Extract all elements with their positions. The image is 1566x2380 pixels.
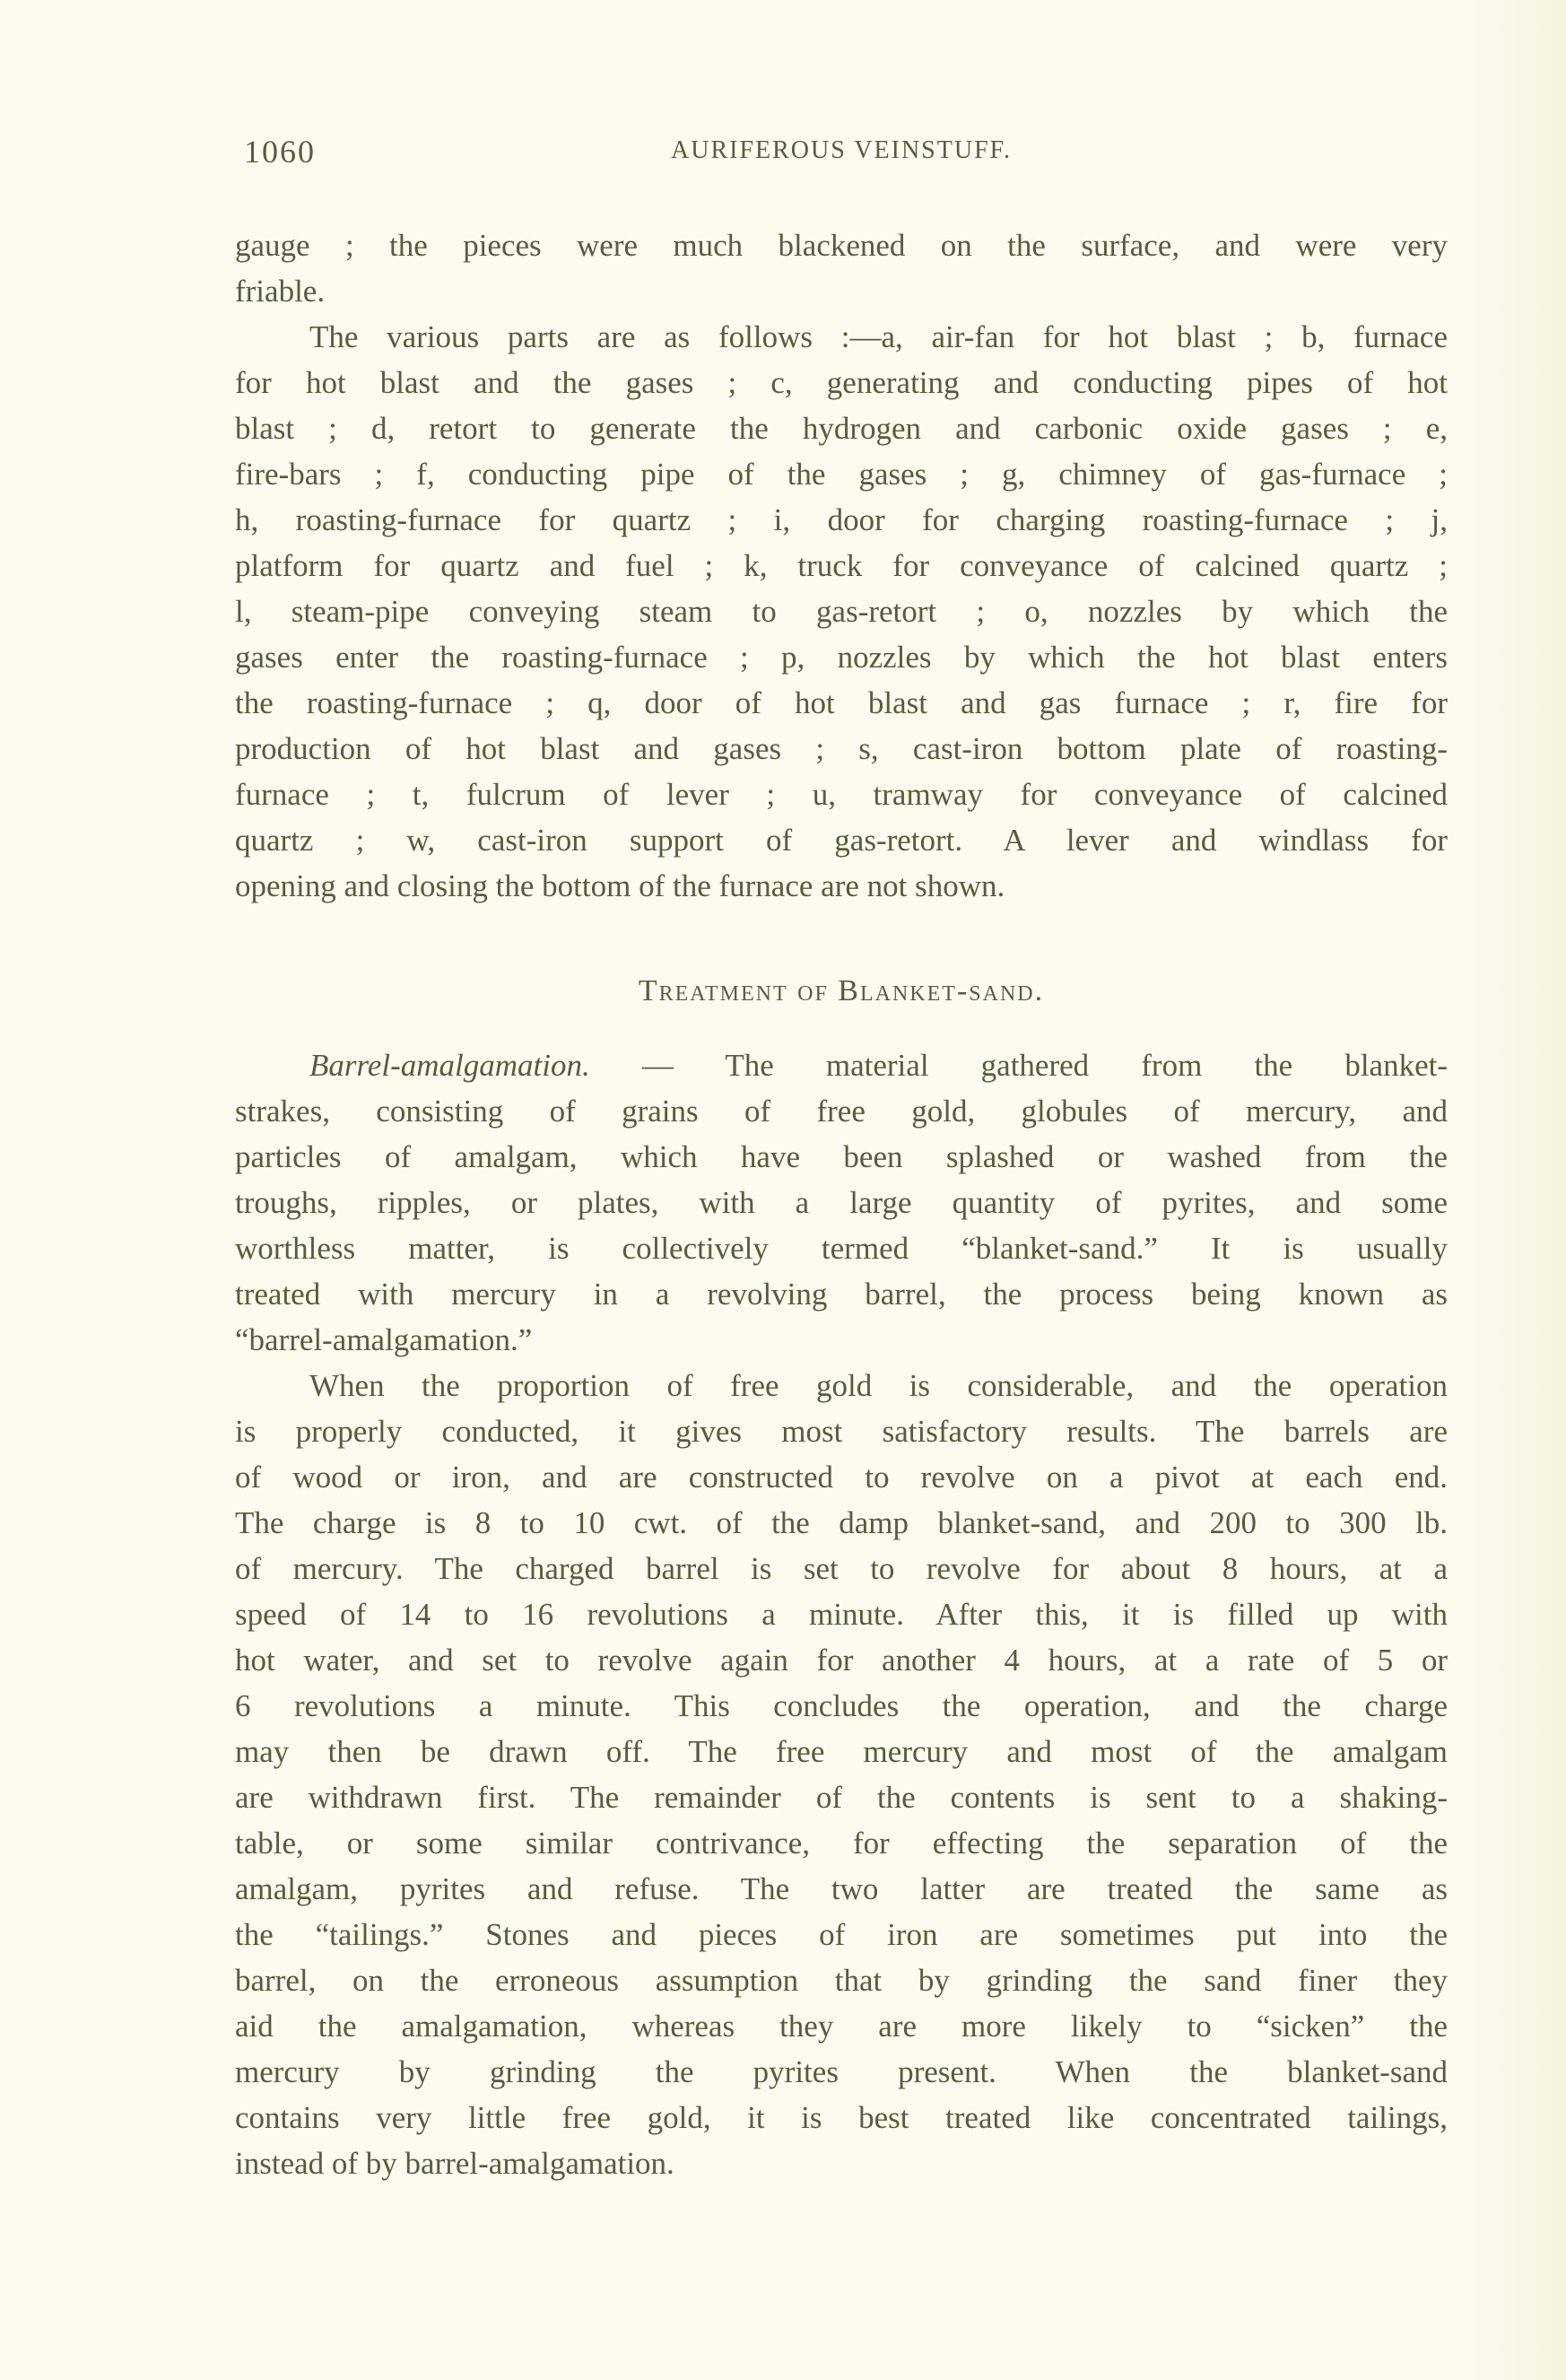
- page-number: 1060: [244, 134, 316, 170]
- text-line: barrel, on the erroneous assumption that by grinding the sand finer they: [235, 1963, 1448, 1998]
- text-line: The various parts are as follows :—a, air-fan for hot blast ; b, furnace: [309, 319, 1448, 354]
- running-title: AURIFEROUS VEINSTUFF.: [671, 136, 1012, 164]
- section-heading: Treatment of Blanket-sand.: [638, 974, 1045, 1007]
- text-line: troughs, ripples, or plates, with a large quantity of pyrites, and some: [235, 1185, 1448, 1220]
- text-line: mercury by grinding the pyrites present. When the blanket-sand: [235, 2054, 1448, 2089]
- text-line: l, steam-pipe conveying steam to gas-retort ; o, nozzles by which the: [235, 594, 1448, 629]
- text-line: are withdrawn first. The remainder of the contents is sent to a shaking-: [235, 1780, 1448, 1815]
- text-line: of wood or iron, and are constructed to revolve on a pivot at each end.: [235, 1460, 1448, 1495]
- text-line: hot water, and set to revolve again for another 4 hours, at a rate of 5 or: [235, 1643, 1448, 1678]
- text-line: When the proportion of free gold is considerable, and the operation: [309, 1368, 1448, 1403]
- text-line: treated with mercury in a revolving barrel, the process being known as: [235, 1277, 1448, 1312]
- text-line: friable.: [235, 274, 326, 309]
- text-line: for hot blast and the gases ; c, generating and conducting pipes of hot: [235, 365, 1448, 400]
- text-line: gauge ; the pieces were much blackened on the surface, and were very: [235, 228, 1448, 263]
- text-line: h, roasting-furnace for quartz ; i, door for charging roasting-furnace ; j,: [235, 502, 1448, 537]
- paragraph-continued: [235, 222, 1448, 314]
- text-line: speed of 14 to 16 revolutions a minute. After this, it is filled up with: [235, 1597, 1448, 1632]
- text-line: table, or some similar contrivance, for effecting the separation of the: [235, 1826, 1448, 1861]
- text-line: is properly conducted, it gives most satisfactory results. The barrels are: [235, 1414, 1448, 1449]
- text-line: furnace ; t, fulcrum of lever ; u, tramway for conveyance of calcined: [235, 777, 1448, 812]
- text-line: quartz ; w, cast-iron support of gas-retort. A lever and windlass for: [235, 823, 1448, 858]
- text-line: opening and closing the bottom of the furnace are not shown.: [235, 868, 1005, 903]
- text-line: platform for quartz and fuel ; k, truck for conveyance of calcined quartz ;: [235, 548, 1448, 583]
- text-line: of mercury. The charged barrel is set to revolve for about 8 hours, at a: [235, 1551, 1448, 1586]
- page-edge-shading: [1458, 0, 1566, 2380]
- text-line: “barrel-amalgamation.”: [235, 1322, 533, 1357]
- text-line: 6 revolutions a minute. This concludes the operation, and the charge: [235, 1688, 1448, 1723]
- paragraph-barrel-amalgamation: [235, 1042, 1448, 1363]
- text-line-first: [235, 1042, 1448, 1088]
- text-line: strakes, consisting of grains of free gold, globules of mercury, and: [235, 1094, 1448, 1129]
- text-line: aid the amalgamation, whereas they are more likely to “sicken” the: [235, 2009, 1448, 2044]
- first-line-text: — The material gathered from the blanket-: [589, 1048, 1448, 1083]
- text-line: the “tailings.” Stones and pieces of iron are sometimes put into the: [235, 1917, 1448, 1952]
- text-line: contains very little free gold, it is best treated like concentrated tailings,: [235, 2100, 1448, 2135]
- text-line: amalgam, pyrites and refuse. The two latter are treated the same as: [235, 1871, 1448, 1906]
- paragraph-legend: [235, 314, 1448, 909]
- text-line: the roasting-furnace ; q, door of hot blast and gas furnace ; r, fire for: [235, 685, 1448, 720]
- text-line: blast ; d, retort to generate the hydrogen and carbonic oxide gases ; e,: [235, 411, 1448, 446]
- text-line: The charge is 8 to 10 cwt. of the damp blanket-sand, and 200 to 300 lb.: [235, 1505, 1448, 1540]
- running-head: [235, 133, 1448, 178]
- text-line: gases enter the roasting-furnace ; p, nozzles by which the hot blast enters: [235, 640, 1448, 675]
- text-line: fire-bars ; f, conducting pipe of the gases ; g, chimney of gas-furnace ;: [235, 457, 1448, 492]
- text-line: production of hot blast and gases ; s, cast-iron bottom plate of roasting-: [235, 731, 1448, 766]
- text-line: particles of amalgam, which have been splashed or washed from the: [235, 1139, 1448, 1174]
- text-line: may then be drawn off. The free mercury and most of the amalgam: [235, 1734, 1448, 1769]
- text-line: worthless matter, is collectively termed “blanket-sand.” It is usually: [235, 1231, 1448, 1266]
- text-line: instead of by barrel-amalgamation.: [235, 2146, 674, 2181]
- run-in-title: Barrel-amalgamation.: [309, 1048, 590, 1083]
- paragraph-operation: [235, 1363, 1448, 2186]
